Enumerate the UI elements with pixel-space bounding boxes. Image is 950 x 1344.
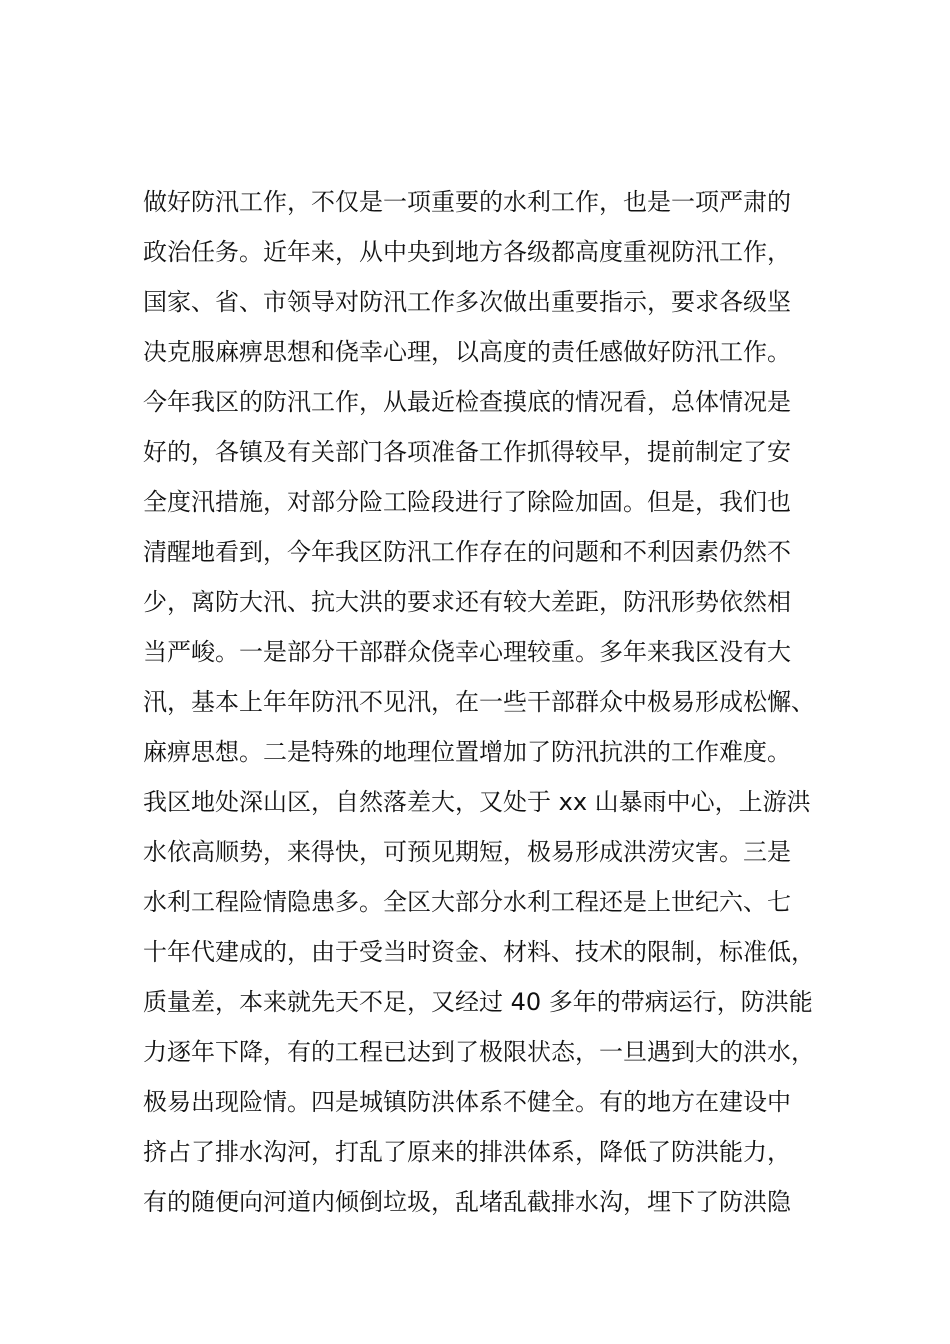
text-line: 汛，基本上年年防汛不见汛，在一些干部群众中极易形成松懈、 [143,688,815,716]
text-line: 我区地处深山区，自然落差大，又处于 xx 山暴雨中心，上游洪 [143,788,811,816]
text-line: 做好防汛工作，不仅是一项重要的水利工作，也是一项严肃的 [143,188,791,216]
text-line: 国家、省、市领导对防汛工作多次做出重要指示，要求各级坚 [143,288,791,316]
text-line: 水依高顺势，来得快，可预见期短，极易形成洪涝灾害。三是 [143,838,791,866]
text-line: 力逐年下降，有的工程已达到了极限状态，一旦遇到大的洪水， [143,1038,815,1066]
text-line: 十年代建成的，由于受当时资金、材料、技术的限制，标准低， [143,938,815,966]
text-line: 决克服麻痹思想和侥幸心理，以高度的责任感做好防汛工作。 [143,338,791,366]
text-line: 有的随便向河道内倾倒垃圾，乱堵乱截排水沟，埋下了防洪隐 [143,1188,791,1216]
text-line: 清醒地看到，今年我区防汛工作存在的问题和不利因素仍然不 [143,538,791,566]
text-line: 挤占了排水沟河，打乱了原来的排洪体系，降低了防洪能力， [143,1138,791,1166]
text-line: 水利工程险情隐患多。全区大部分水利工程还是上世纪六、七 [143,888,791,916]
text-line: 好的，各镇及有关部门各项准备工作抓得较早，提前制定了安 [143,438,791,466]
text-line: 麻痹思想。二是特殊的地理位置增加了防汛抗洪的工作难度。 [143,738,791,766]
text-line: 政治任务。近年来，从中央到地方各级都高度重视防汛工作， [143,238,791,266]
text-line: 少，离防大汛、抗大洪的要求还有较大差距，防汛形势依然相 [143,588,791,616]
text-line: 今年我区的防汛工作，从最近检查摸底的情况看，总体情况是 [143,388,791,416]
text-line: 质量差，本来就先天不足，又经过 40 多年的带病运行，防洪能 [143,988,813,1016]
body-text [143,177,843,1227]
text-line: 全度汛措施，对部分险工险段进行了除险加固。但是，我们也 [143,488,791,516]
text-line: 极易出现险情。四是城镇防洪体系不健全。有的地方在建设中 [143,1088,791,1116]
text-line: 当严峻。一是部分干部群众侥幸心理较重。多年来我区没有大 [143,638,791,666]
